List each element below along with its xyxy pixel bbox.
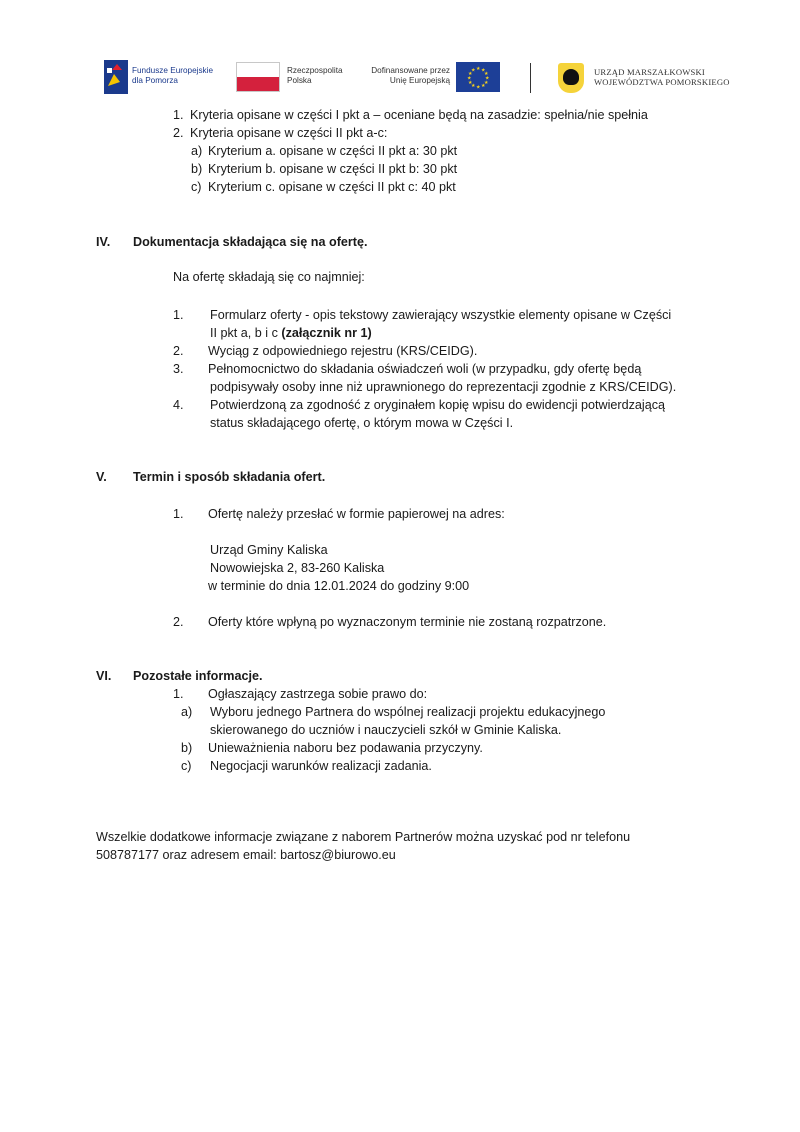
um-logo-line1: URZĄD MARSZAŁKOWSKI xyxy=(594,67,705,77)
section-vi-sub-a-line1: Wyboru jednego Partnera do wspólnej realizacji projektu edukacyjnego xyxy=(210,705,606,719)
section-iv-item-4-line2: status składającego ofertę, o którym mowa w Części I. xyxy=(210,416,514,430)
section-iv-item-2: Wyciąg z odpowiedniego rejestru (KRS/CEIDG). xyxy=(208,344,478,358)
um-logo-line2: WOJEWÓDZTWA POMORSKIEGO xyxy=(594,77,730,87)
svg-text:★: ★ xyxy=(476,66,481,72)
section-v-item-2: Oferty które wpłyną po wyznaczonym terminie nie zostaną rozpatrzone. xyxy=(208,615,607,629)
section-vi-number: VI. xyxy=(96,669,112,683)
section-vi-item-1-number: 1. xyxy=(173,687,184,701)
rp-logo-line2: Polska xyxy=(287,76,312,85)
criteria-sub-b: Kryterium b. opisane w części II pkt b: 30 pkt xyxy=(208,162,458,176)
section-vi-sub-c-label: c) xyxy=(181,759,192,773)
section-iv-item-2-number: 2. xyxy=(173,344,184,358)
deadline-line: w terminie do dnia 12.01.2024 do godziny 9:00 xyxy=(208,579,470,593)
criteria-sub-a: Kryterium a. opisane w części II pkt a: 30 pkt xyxy=(208,144,458,158)
contact-note-line2: 508787177 oraz adresem email: bartosz@biurowo.eu xyxy=(96,848,396,862)
svg-text:★: ★ xyxy=(484,71,489,77)
svg-text:★: ★ xyxy=(467,75,472,82)
section-iv-item-3-number: 3. xyxy=(173,362,184,376)
section-v-item-1-number: 1. xyxy=(173,507,184,521)
address-line-1: Urząd Gminy Kaliska xyxy=(210,543,328,557)
svg-text:★: ★ xyxy=(481,83,486,89)
criteria-item-1: Kryteria opisane w części I pkt a – oceniane będą na zasadzie: spełnia/nie spełnia xyxy=(190,108,648,122)
svg-text:★: ★ xyxy=(468,71,473,77)
fe-logo-text xyxy=(132,66,213,86)
section-iv-intro: Na ofertę składają się co najmniej: xyxy=(173,270,365,284)
contact-note-line1: Wszelkie dodatkowe informacje związane z naborem Partnerów można uzyskać pod nr telefonu xyxy=(96,830,631,844)
svg-text:★: ★ xyxy=(468,80,473,86)
svg-text:★: ★ xyxy=(485,75,490,82)
section-vi-sub-c: Negocjacji warunków realizacji zadania. xyxy=(210,759,432,773)
eu-logo-text xyxy=(368,66,450,86)
section-v-title: Termin i sposób składania ofert. xyxy=(133,470,326,484)
section-vi-item-1: Ogłaszający zastrzega sobie prawo do: xyxy=(208,687,428,701)
criteria-sub-b-label: b) xyxy=(191,162,203,176)
section-iv-item-3-line2: podpisywały osoby inne niż uprawnionego do reprezentacji zgodnie z KRS/CEIDG). xyxy=(210,380,677,394)
rp-logo-line1: Rzeczpospolita xyxy=(287,66,343,75)
address-line-2: Nowowiejska 2, 83-260 Kaliska xyxy=(210,561,385,575)
section-iv-item-1-number: 1. xyxy=(173,308,184,322)
section-iv-item-1-line1: Formularz oferty - opis tekstowy zawierający wszystkie elementy opisane w Części xyxy=(210,308,672,322)
section-iv-number: IV. xyxy=(96,235,111,249)
criteria-sub-c: Kryterium c. opisane w części II pkt c: 40 pkt xyxy=(208,180,456,194)
rp-logo-text xyxy=(287,66,343,86)
section-iv-title: Dokumentacja składająca się na ofertę. xyxy=(133,235,368,249)
criteria-sub-a-label: a) xyxy=(191,144,203,158)
section-vi-sub-a-label: a) xyxy=(181,705,193,719)
polish-flag-icon xyxy=(236,62,280,92)
criteria-item-2-number: 2. xyxy=(173,126,184,140)
svg-text:★: ★ xyxy=(481,67,486,74)
section-iv-item-4-line1: Potwierdzoną za zgodność z oryginałem kopię wpisu do ewidencji potwierdzającą xyxy=(210,398,666,412)
section-vi-title: Pozostałe informacje. xyxy=(133,669,263,683)
eu-logo-line2: Unię Europejską xyxy=(389,76,450,85)
um-logo-text xyxy=(594,67,730,87)
section-iv-item-1-text: II pkt a, b i c xyxy=(210,326,282,340)
section-vi-sub-b: Unieważnienia naboru bez podawania przyczyny. xyxy=(208,741,483,755)
section-iv-item-3-line1: Pełnomocnictwo do składania oświadczeń woli (w przypadku, gdy ofertę będą xyxy=(208,362,642,376)
header-divider xyxy=(530,63,531,93)
criteria-sub-c-label: c) xyxy=(191,180,202,194)
svg-text:★: ★ xyxy=(476,84,481,91)
fe-logo-line2: dla Pomorza xyxy=(132,76,178,85)
section-v-item-1: Ofertę należy przesłać w formie papierowej na adres: xyxy=(208,507,505,521)
section-iv-item-1-line2 xyxy=(210,325,372,342)
svg-text:★: ★ xyxy=(471,83,476,89)
eu-flag-icon xyxy=(456,62,500,92)
section-iv-item-4-number: 4. xyxy=(173,398,184,412)
section-vi-sub-b-label: b) xyxy=(181,741,193,755)
criteria-item-1-number: 1. xyxy=(173,108,184,122)
fe-logo-line1: Fundusze Europejskie xyxy=(132,66,214,75)
criteria-item-2: Kryteria opisane w części II pkt a-c: xyxy=(190,126,388,140)
pomorskie-coat-of-arms-icon xyxy=(558,63,584,93)
svg-text:★: ★ xyxy=(484,80,489,86)
svg-text:★: ★ xyxy=(471,67,476,74)
section-vi-sub-a-line2: skierowanego do uczniów i nauczycieli szkół w Gminie Kaliska. xyxy=(210,723,562,737)
eu-logo-line1: Dofinansowane przez xyxy=(371,66,450,75)
section-v-number: V. xyxy=(96,470,107,484)
section-v-item-2-number: 2. xyxy=(173,615,184,629)
attachment-ref: (załącznik nr 1) xyxy=(281,326,372,340)
fundusze-europejskie-logo-icon xyxy=(104,60,128,94)
